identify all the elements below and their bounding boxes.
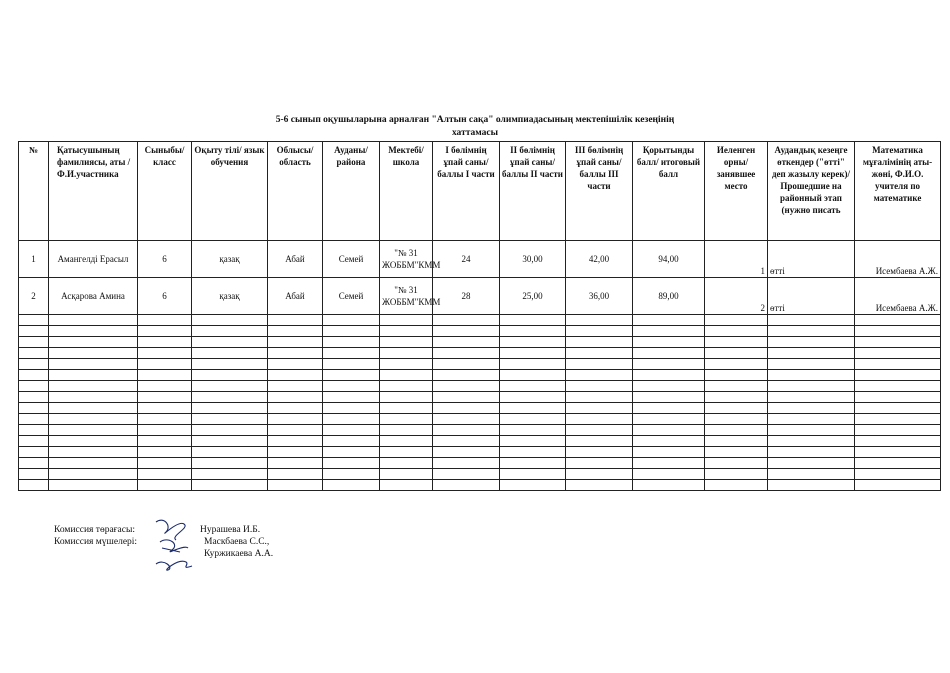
cell-district-stage: өтті (768, 241, 855, 278)
empty-cell (19, 370, 49, 381)
empty-table-row (19, 414, 941, 425)
empty-cell (268, 480, 323, 491)
empty-cell (19, 458, 49, 469)
empty-cell (380, 403, 433, 414)
empty-cell (192, 403, 268, 414)
empty-cell (19, 381, 49, 392)
empty-cell (433, 425, 500, 436)
empty-cell (705, 414, 768, 425)
header-cell: Иеленген орны/ занявшее место (705, 142, 768, 241)
empty-cell (633, 458, 705, 469)
empty-table-row (19, 469, 941, 480)
empty-cell (705, 425, 768, 436)
empty-cell (566, 469, 633, 480)
empty-cell (855, 458, 941, 469)
empty-cell (566, 370, 633, 381)
cell-region: Абай (268, 278, 323, 315)
empty-cell (268, 447, 323, 458)
empty-cell (49, 425, 138, 436)
empty-cell (566, 326, 633, 337)
empty-table-row (19, 337, 941, 348)
empty-cell (49, 447, 138, 458)
empty-cell (633, 403, 705, 414)
empty-cell (705, 403, 768, 414)
empty-cell (138, 469, 192, 480)
empty-cell (380, 414, 433, 425)
empty-cell (633, 359, 705, 370)
cell-grade: 6 (138, 241, 192, 278)
empty-cell (705, 458, 768, 469)
empty-cell (138, 370, 192, 381)
header-cell: № (19, 142, 49, 241)
empty-cell (380, 425, 433, 436)
empty-cell (49, 359, 138, 370)
members-label: Комиссия мүшелері: (54, 537, 138, 547)
empty-cell (566, 315, 633, 326)
empty-cell (768, 348, 855, 359)
empty-cell (268, 425, 323, 436)
cell-language: қазақ (192, 278, 268, 315)
empty-cell (49, 436, 138, 447)
empty-cell (138, 447, 192, 458)
cell-part1-score: 28 (433, 278, 500, 315)
empty-cell (705, 326, 768, 337)
empty-cell (380, 337, 433, 348)
empty-cell (192, 348, 268, 359)
empty-cell (138, 403, 192, 414)
empty-cell (49, 414, 138, 425)
empty-cell (633, 414, 705, 425)
empty-cell (500, 381, 566, 392)
empty-cell (19, 337, 49, 348)
empty-cell (433, 436, 500, 447)
chair-label: Комиссия төрағасы: (54, 525, 136, 535)
empty-cell (855, 326, 941, 337)
header-cell: ІІ бөлімнің ұпай саны/ баллы ІІ части (500, 142, 566, 241)
cell-total-score: 94,00 (633, 241, 705, 278)
empty-cell (192, 337, 268, 348)
empty-cell (433, 359, 500, 370)
empty-cell (19, 469, 49, 480)
empty-cell (268, 458, 323, 469)
empty-cell (633, 315, 705, 326)
cell-place: 2 (705, 278, 768, 315)
empty-cell (855, 414, 941, 425)
empty-cell (500, 436, 566, 447)
empty-cell (268, 359, 323, 370)
empty-cell (633, 337, 705, 348)
empty-cell (380, 447, 433, 458)
empty-cell (192, 469, 268, 480)
empty-cell (633, 326, 705, 337)
header-cell: Облысы/ область (268, 142, 323, 241)
empty-cell (433, 348, 500, 359)
empty-cell (268, 392, 323, 403)
empty-cell (138, 315, 192, 326)
cell-region: Абай (268, 241, 323, 278)
empty-cell (566, 436, 633, 447)
empty-cell (705, 381, 768, 392)
title-line-2: хаттамасы (451, 128, 499, 138)
empty-cell (566, 480, 633, 491)
empty-table-row (19, 425, 941, 436)
empty-cell (433, 414, 500, 425)
empty-cell (566, 414, 633, 425)
empty-cell (380, 381, 433, 392)
empty-cell (500, 326, 566, 337)
empty-cell (633, 425, 705, 436)
empty-cell (633, 381, 705, 392)
header-cell: Ауданы/ района (323, 142, 380, 241)
cell-part3-score: 36,00 (566, 278, 633, 315)
empty-cell (433, 480, 500, 491)
empty-cell (855, 425, 941, 436)
empty-cell (192, 326, 268, 337)
empty-cell (855, 403, 941, 414)
member-name-1: Маскбаева С.С., (204, 537, 270, 547)
empty-cell (768, 326, 855, 337)
cell-part3-score: 42,00 (566, 241, 633, 278)
commission-names (200, 524, 273, 560)
header-cell: ІІІ бөлімнің ұпай саны/ баллы ІІІ части (566, 142, 633, 241)
cell-district-stage: өтті (768, 278, 855, 315)
empty-cell (500, 315, 566, 326)
empty-table-row (19, 315, 941, 326)
empty-cell (566, 337, 633, 348)
empty-table-row (19, 480, 941, 491)
empty-cell (855, 359, 941, 370)
empty-cell (49, 315, 138, 326)
empty-cell (633, 348, 705, 359)
empty-cell (566, 359, 633, 370)
empty-cell (49, 370, 138, 381)
empty-cell (380, 392, 433, 403)
empty-cell (855, 469, 941, 480)
empty-cell (566, 348, 633, 359)
empty-table-row (19, 381, 941, 392)
signature-scribble (150, 514, 198, 574)
empty-cell (323, 480, 380, 491)
empty-cell (323, 370, 380, 381)
empty-table-row (19, 403, 941, 414)
empty-cell (768, 370, 855, 381)
empty-cell (192, 458, 268, 469)
empty-cell (380, 326, 433, 337)
empty-cell (433, 381, 500, 392)
cell-part1-score: 24 (433, 241, 500, 278)
empty-cell (433, 370, 500, 381)
empty-cell (566, 403, 633, 414)
empty-cell (633, 436, 705, 447)
empty-cell (500, 403, 566, 414)
empty-cell (19, 414, 49, 425)
header-row (19, 142, 941, 241)
empty-cell (49, 403, 138, 414)
cell-number: 2 (19, 278, 49, 315)
empty-cell (433, 392, 500, 403)
table-row (19, 278, 941, 315)
empty-table-row (19, 370, 941, 381)
empty-cell (500, 359, 566, 370)
empty-cell (268, 315, 323, 326)
empty-cell (633, 480, 705, 491)
empty-cell (49, 326, 138, 337)
empty-cell (855, 392, 941, 403)
empty-cell (768, 381, 855, 392)
empty-cell (768, 414, 855, 425)
empty-cell (19, 315, 49, 326)
empty-cell (138, 381, 192, 392)
header-cell: Сыныбы/класс (138, 142, 192, 241)
empty-cell (323, 436, 380, 447)
empty-cell (268, 337, 323, 348)
empty-cell (705, 315, 768, 326)
results-table (18, 141, 941, 491)
empty-cell (323, 315, 380, 326)
empty-table-row (19, 447, 941, 458)
empty-cell (49, 480, 138, 491)
empty-cell (138, 392, 192, 403)
empty-cell (768, 392, 855, 403)
empty-cell (49, 392, 138, 403)
header-cell: Қорытынды балл/ итоговый балл (633, 142, 705, 241)
cell-part2-score: 25,00 (500, 278, 566, 315)
empty-cell (433, 337, 500, 348)
empty-table-row (19, 359, 941, 370)
empty-cell (268, 348, 323, 359)
empty-cell (192, 359, 268, 370)
empty-cell (192, 392, 268, 403)
cell-teacher: Исембаева А.Ж. (855, 278, 941, 315)
header-cell: Аудандық кезеңге өткендер ("өтті" деп жазылу керек)/ Прошедшие на районный этап (нужно писать (768, 142, 855, 241)
empty-cell (380, 370, 433, 381)
empty-cell (19, 447, 49, 458)
empty-cell (192, 414, 268, 425)
empty-cell (49, 381, 138, 392)
empty-cell (380, 480, 433, 491)
empty-cell (566, 381, 633, 392)
empty-cell (138, 326, 192, 337)
empty-cell (705, 348, 768, 359)
empty-cell (380, 315, 433, 326)
empty-cell (768, 436, 855, 447)
empty-cell (268, 414, 323, 425)
empty-cell (138, 414, 192, 425)
empty-cell (19, 348, 49, 359)
empty-cell (268, 370, 323, 381)
empty-cell (500, 458, 566, 469)
empty-cell (855, 348, 941, 359)
empty-cell (192, 425, 268, 436)
empty-cell (323, 381, 380, 392)
empty-cell (323, 425, 380, 436)
empty-cell (855, 370, 941, 381)
header-cell: Математика мұғалімінің аты-жөні, Ф.И.О. учителя по математике (855, 142, 941, 241)
empty-cell (566, 425, 633, 436)
empty-cell (192, 381, 268, 392)
cell-part2-score: 30,00 (500, 241, 566, 278)
empty-cell (323, 392, 380, 403)
empty-cell (49, 458, 138, 469)
empty-cell (323, 447, 380, 458)
empty-table-row (19, 326, 941, 337)
cell-total-score: 89,00 (633, 278, 705, 315)
empty-cell (633, 447, 705, 458)
empty-cell (855, 480, 941, 491)
empty-cell (500, 414, 566, 425)
cell-teacher: Исембаева А.Ж. (855, 241, 941, 278)
empty-cell (633, 392, 705, 403)
cell-number: 1 (19, 241, 49, 278)
empty-cell (380, 436, 433, 447)
empty-cell (192, 436, 268, 447)
empty-cell (433, 326, 500, 337)
empty-cell (49, 337, 138, 348)
empty-table-row (19, 392, 941, 403)
empty-cell (380, 348, 433, 359)
empty-cell (768, 425, 855, 436)
empty-cell (192, 315, 268, 326)
empty-cell (768, 480, 855, 491)
empty-cell (705, 436, 768, 447)
empty-cell (768, 337, 855, 348)
empty-cell (19, 403, 49, 414)
empty-cell (323, 458, 380, 469)
document-title (0, 114, 950, 140)
empty-cell (855, 436, 941, 447)
empty-cell (433, 315, 500, 326)
empty-cell (705, 392, 768, 403)
header-cell: Қатысушының фамилиясы, аты /Ф.И.участника (49, 142, 138, 241)
empty-table-row (19, 436, 941, 447)
table-row (19, 241, 941, 278)
empty-cell (19, 392, 49, 403)
empty-cell (268, 403, 323, 414)
empty-cell (705, 370, 768, 381)
empty-cell (323, 348, 380, 359)
empty-cell (19, 480, 49, 491)
empty-cell (138, 337, 192, 348)
empty-cell (433, 458, 500, 469)
cell-participant-name: Амангелді Ерасыл (49, 241, 138, 278)
empty-cell (19, 425, 49, 436)
empty-cell (323, 469, 380, 480)
empty-cell (380, 469, 433, 480)
cell-language: қазақ (192, 241, 268, 278)
empty-cell (433, 469, 500, 480)
cell-school: "№ 31 ЖОББМ"КММ (380, 241, 433, 278)
empty-cell (633, 370, 705, 381)
empty-cell (268, 381, 323, 392)
empty-cell (633, 469, 705, 480)
empty-cell (855, 447, 941, 458)
empty-cell (138, 436, 192, 447)
empty-cell (268, 326, 323, 337)
empty-cell (19, 359, 49, 370)
empty-cell (138, 359, 192, 370)
cell-participant-name: Асқарова Амина (49, 278, 138, 315)
empty-cell (500, 370, 566, 381)
empty-cell (705, 359, 768, 370)
cell-grade: 6 (138, 278, 192, 315)
empty-cell (19, 436, 49, 447)
cell-district: Семей (323, 278, 380, 315)
header-cell: Мектебі/ школа (380, 142, 433, 241)
empty-cell (138, 425, 192, 436)
empty-cell (49, 469, 138, 480)
empty-cell (768, 469, 855, 480)
empty-cell (19, 326, 49, 337)
header-cell: І бөлімнің ұпай саны/ баллы І части (433, 142, 500, 241)
empty-cell (323, 414, 380, 425)
empty-cell (768, 315, 855, 326)
empty-cell (768, 359, 855, 370)
empty-cell (855, 337, 941, 348)
empty-cell (323, 403, 380, 414)
empty-cell (500, 348, 566, 359)
empty-cell (855, 381, 941, 392)
empty-cell (705, 337, 768, 348)
empty-cell (768, 447, 855, 458)
empty-cell (500, 392, 566, 403)
empty-cell (500, 447, 566, 458)
cell-district: Семей (323, 241, 380, 278)
empty-cell (192, 447, 268, 458)
member-name-2: Куржикаева А.А. (204, 549, 274, 559)
empty-cell (192, 370, 268, 381)
title-line-1: 5-6 сынып оқушыларына арналған "Алтын сақа" олимпиадасының мектепішілік кезеңінің (275, 115, 675, 125)
empty-cell (500, 480, 566, 491)
cell-place: 1 (705, 241, 768, 278)
empty-cell (380, 458, 433, 469)
cell-school: "№ 31 ЖОББМ"КММ (380, 278, 433, 315)
commission-labels (54, 524, 137, 548)
empty-cell (433, 447, 500, 458)
empty-cell (500, 469, 566, 480)
empty-cell (768, 458, 855, 469)
empty-cell (768, 403, 855, 414)
empty-table-row (19, 458, 941, 469)
empty-cell (323, 337, 380, 348)
empty-cell (705, 469, 768, 480)
chair-name: Нурашева И.Б. (200, 525, 261, 535)
empty-cell (855, 315, 941, 326)
empty-cell (268, 469, 323, 480)
empty-cell (138, 348, 192, 359)
empty-cell (433, 403, 500, 414)
empty-cell (566, 392, 633, 403)
empty-cell (138, 480, 192, 491)
empty-cell (705, 480, 768, 491)
empty-cell (323, 326, 380, 337)
empty-cell (323, 359, 380, 370)
empty-cell (500, 337, 566, 348)
empty-cell (380, 359, 433, 370)
empty-cell (566, 458, 633, 469)
empty-table-row (19, 348, 941, 359)
empty-cell (500, 425, 566, 436)
empty-cell (705, 447, 768, 458)
empty-cell (138, 458, 192, 469)
empty-cell (192, 480, 268, 491)
header-cell: Оқыту тілі/ язык обучения (192, 142, 268, 241)
empty-cell (49, 348, 138, 359)
empty-cell (566, 447, 633, 458)
empty-cell (268, 436, 323, 447)
